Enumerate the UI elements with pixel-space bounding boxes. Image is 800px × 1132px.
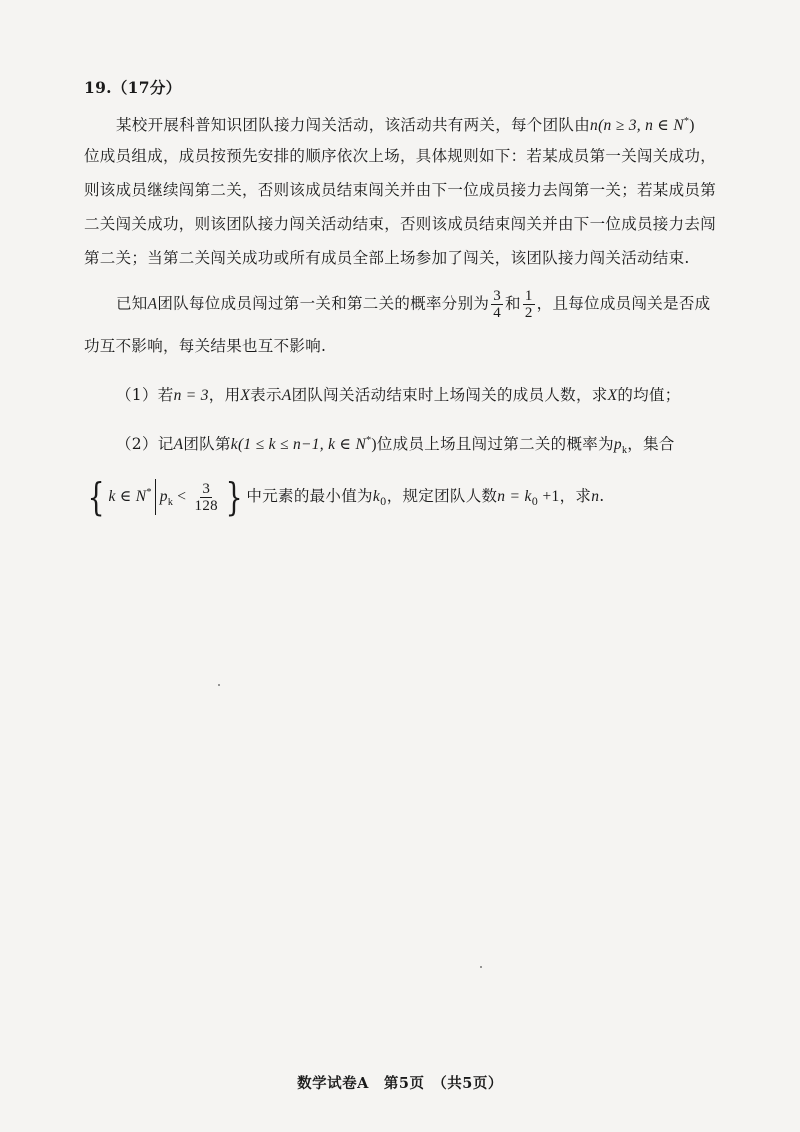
part2-text-b: 位成员上场且闯过第二关的概率为 (376, 435, 614, 453)
part1-label: （1）若 (116, 386, 174, 404)
intro-var-n: n (590, 117, 599, 134)
part2-line-2 (84, 474, 605, 522)
given-text-a: 已知 (116, 294, 148, 313)
set-left-brace: { (87, 475, 105, 519)
part2-text-f: ，求 (559, 487, 592, 505)
part2-var-k: k (230, 436, 238, 453)
intro-close: ) (689, 117, 695, 134)
part2-range-close: ) (371, 436, 377, 453)
intro-text-1: 某校开展科普知识团队接力闯关活动，该活动共有两关，每个团队由 (116, 116, 591, 134)
part2-line-1 (116, 431, 675, 461)
part2-text-g: . (599, 487, 605, 505)
set-frac-numerator: 3 (202, 480, 211, 497)
given-text-c: 和 (505, 294, 521, 313)
part2-equation: n = k (497, 488, 532, 505)
part1-text-d: 的均值； (617, 386, 681, 404)
part2-var-p-sub: k (621, 445, 628, 456)
set-var-p-sub: k (167, 497, 174, 508)
part2-text-c: ，集合 (627, 435, 675, 453)
fraction-three-over-128 (193, 481, 220, 514)
part2-var-p: p (613, 436, 622, 453)
intro-line-4: 二关闯关成功，则该团队接力闯关活动结束，否则该成员结束闯关并由下一位成员接力去闯 (84, 215, 717, 233)
intro-line-3: 则该成员继续闯第二关，否则该成员结束闯关并由下一位成员接力去闯第一关；若某成员第 (84, 181, 717, 199)
given-line-1 (116, 288, 710, 321)
given-text-d: ，且每位成员闯关是否成 (536, 294, 711, 313)
set-var-p: p (159, 488, 168, 505)
part1-text-b: 表示 (250, 386, 282, 404)
part1-var-x: X (240, 387, 251, 404)
part2-var-k0-sub: 0 (380, 497, 387, 508)
part2-equation-sub: 0 (531, 497, 539, 508)
part1-line (116, 385, 681, 406)
given-text-b: 团队每位成员闯过第一关和第二关的概率分别为 (157, 294, 490, 313)
intro-line-2: 位成员组成，成员按预先安排的顺序依次上场，具体规则如下：若某成员第一关闯关成功， (84, 147, 717, 165)
given-line-2: 功互不影响，每关结果也互不影响. (84, 337, 327, 355)
set-element-star: * (146, 487, 152, 498)
scan-speck (218, 684, 220, 686)
part1-var-x2: X (607, 387, 618, 404)
set-frac-denominator: 128 (194, 497, 218, 514)
part2-var-k0: k (372, 488, 381, 505)
frac1-numerator: 3 (493, 288, 502, 304)
part2-equation-tail: +1 (538, 488, 560, 505)
intro-line-5: 第二关；当第二关闯关成功或所有成员全部上场参加了闯关，该团队接力闯关活动结束. (84, 249, 690, 267)
part2-text-d: 中元素的最小值为 (246, 487, 373, 505)
set-right-brace: } (225, 475, 243, 519)
part2-range-star: * (366, 435, 372, 446)
fraction-one-half (523, 288, 535, 321)
part2-team: A (173, 436, 184, 453)
intro-condition: (n ≥ 3, n ∈ N (598, 117, 684, 134)
part1-text-c: 团队闯关活动结束时上场闯关的成员人数，求 (291, 386, 608, 404)
intro-star: * (683, 116, 690, 127)
set-less-than: < (173, 488, 191, 505)
given-team: A (147, 295, 158, 313)
part1-team: A (281, 387, 292, 404)
part2-label: （2）记 (116, 435, 174, 453)
fraction-three-quarters (491, 288, 503, 321)
scan-speck (480, 966, 482, 968)
part2-range: (1 ≤ k ≤ n−1, k ∈ N (237, 436, 367, 453)
part1-cond: n = 3 (173, 387, 209, 404)
question-header: 19.（17分） (84, 78, 182, 97)
part2-var-n: n (591, 488, 600, 505)
part2-text-e: ，规定团队人数 (386, 487, 498, 505)
set-element: k ∈ N (108, 488, 147, 505)
frac2-numerator: 1 (524, 288, 533, 304)
frac2-denominator: 2 (524, 305, 533, 321)
intro-line-1 (116, 112, 695, 136)
frac1-denominator: 4 (493, 305, 502, 321)
part2-text-a: 团队第 (183, 435, 231, 453)
part1-text-a: ，用 (208, 386, 241, 404)
set-divider (155, 479, 156, 515)
page-footer: 数学试卷A 第5页 （共5页） (297, 1075, 503, 1092)
